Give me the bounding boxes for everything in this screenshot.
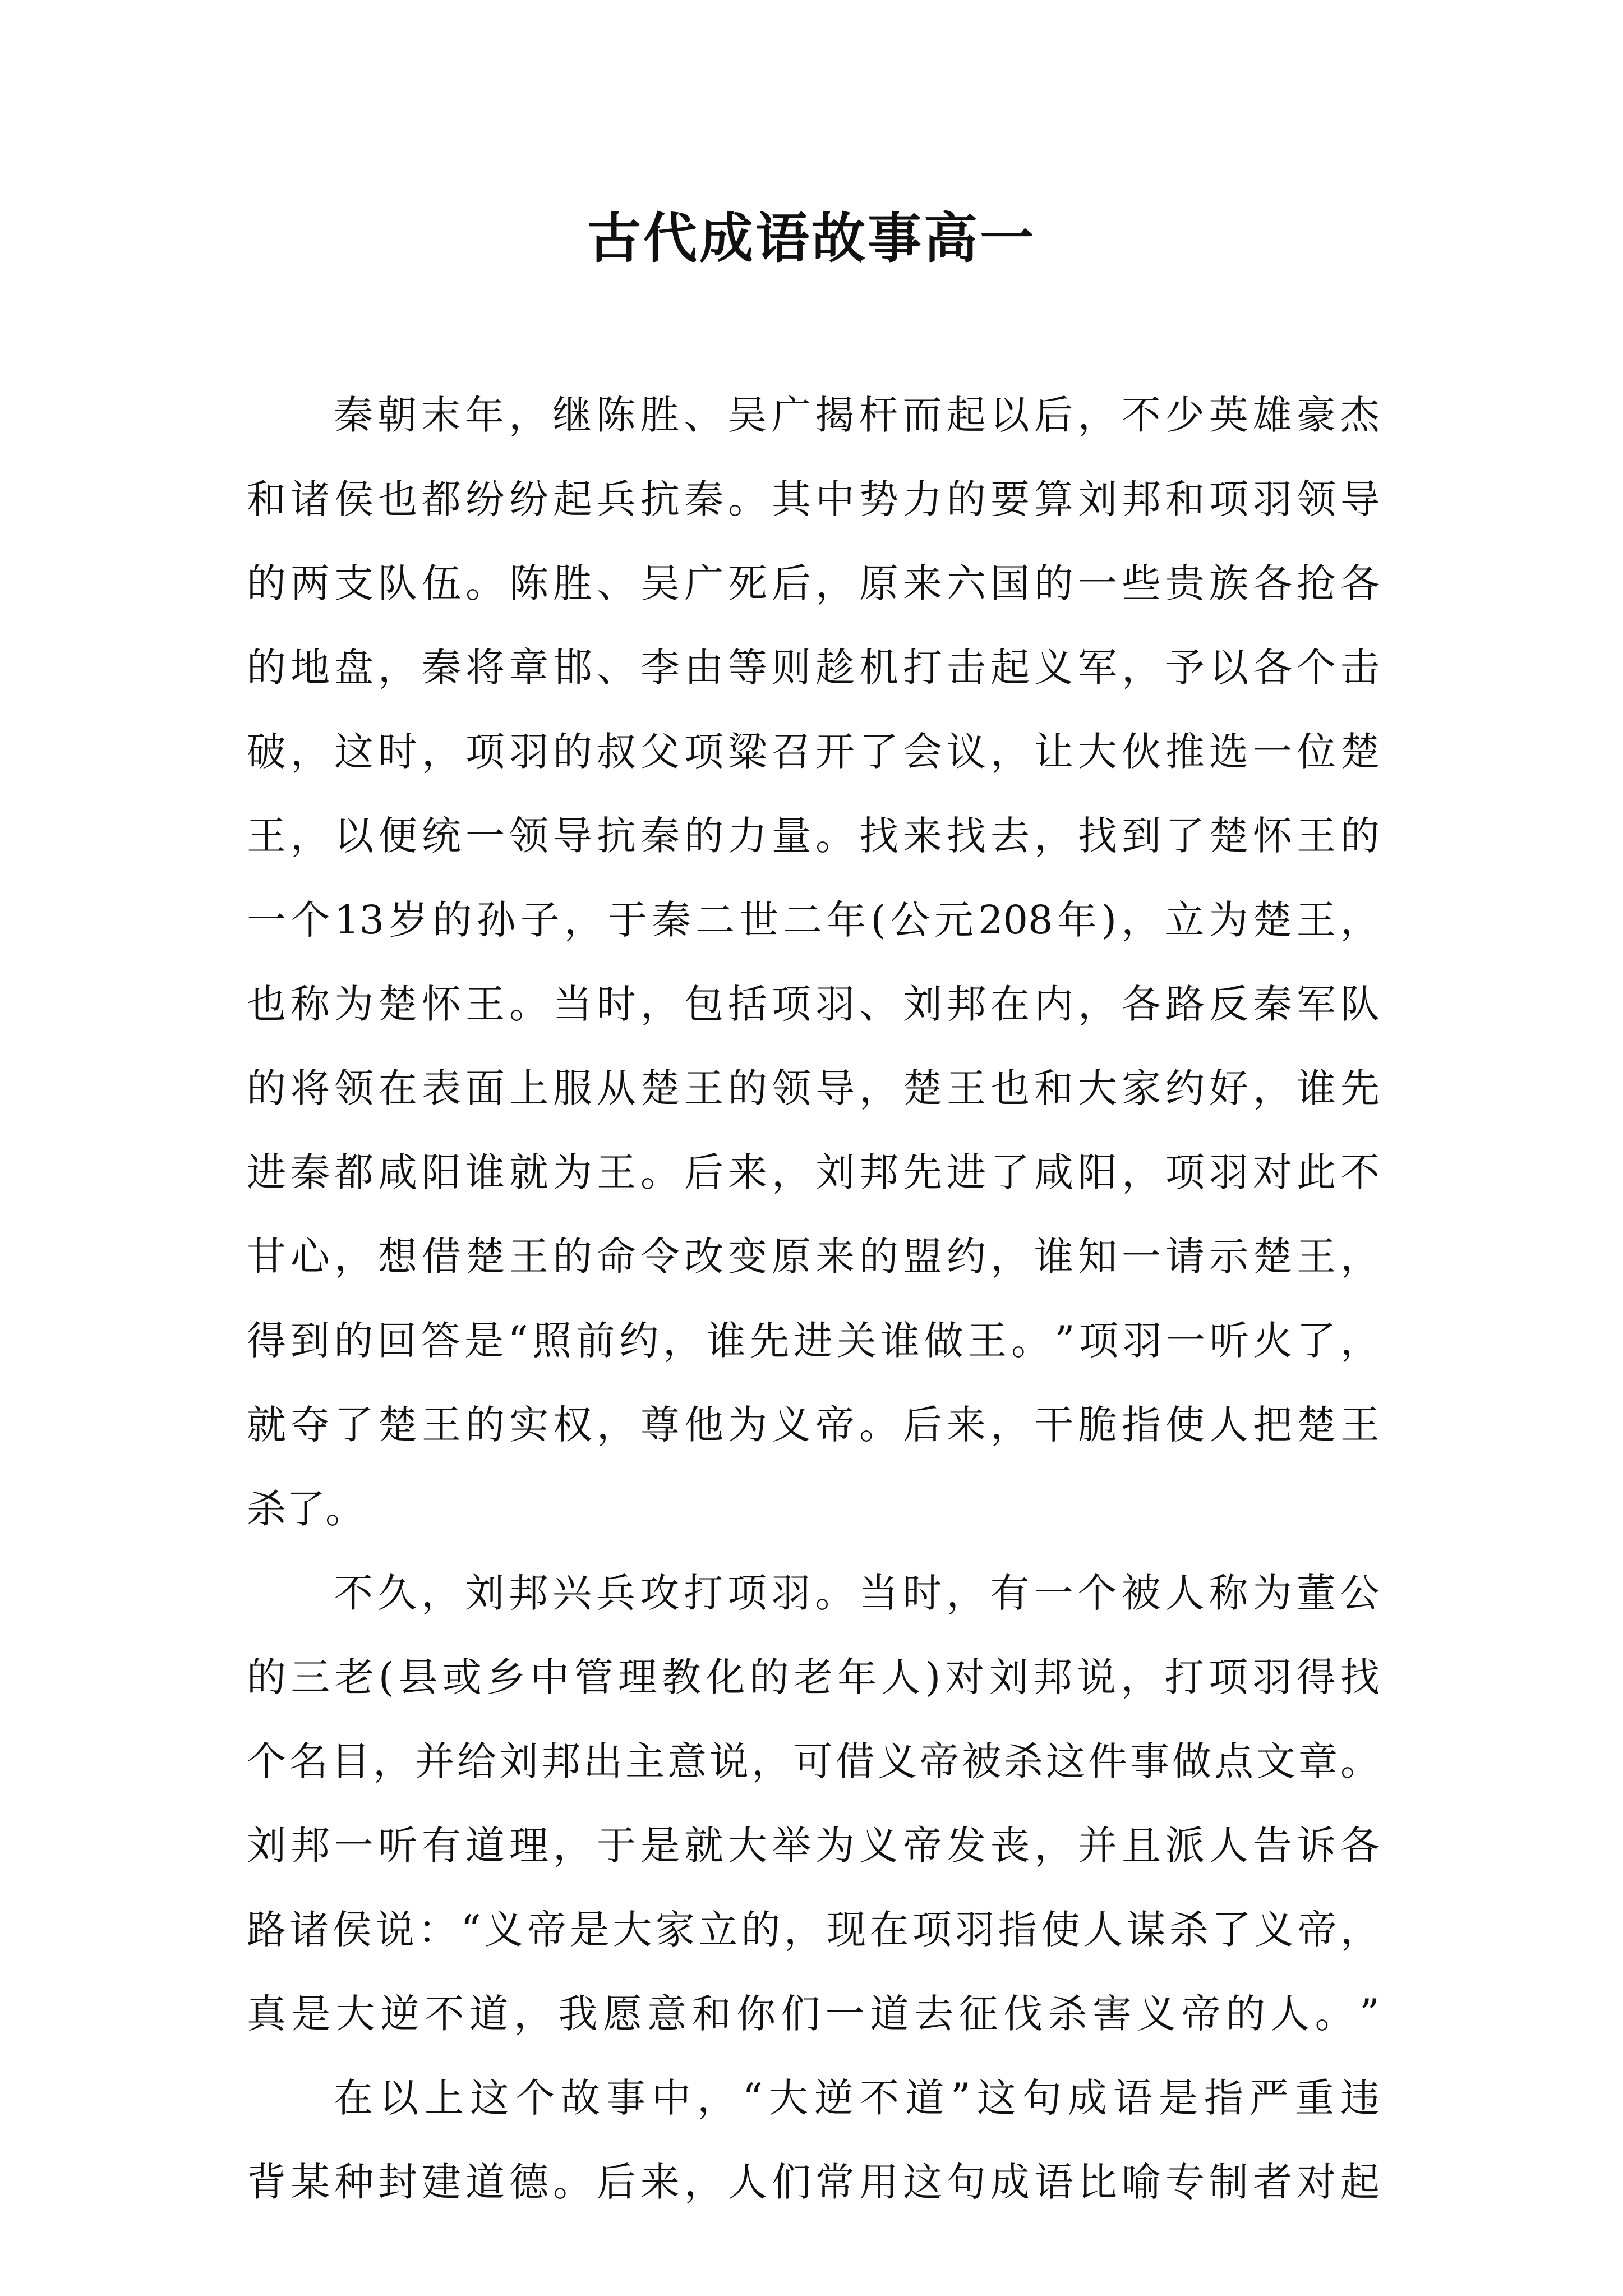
paragraph-1-line-3: 的 两 支 队 伍 。 陈 胜 、 吴 广 死 后 ， 原 来 六 国 的 一 些 贵 族 各 抢 各 xyxy=(247,560,1380,606)
paragraph-2-line-6: 真 是 大 逆 不 道 ， 我 愿 意 和 你 们 一 道 去 征 伐 杀 害 义 帝 的 人 。 ” xyxy=(247,1991,1380,2037)
paragraph-2-line-4: 刘 邦 一 听 有 道 理 ， 于 是 就 大 举 为 义 帝 发 丧 ， 并 且 派 人 告 诉 各 xyxy=(247,1823,1380,1869)
paragraph-3-line-1: 在 以 上 这 个 故 事 中 ， “ 大 逆 不 道 ” 这 句 成 语 是 指 严 重 违 xyxy=(334,2075,1380,2121)
paragraph-1-line-5: 破 ， 这 时 ， 项 羽 的 叔 父 项 粱 召 开 了 会 议 ， 让 大 伙 推 选 一 位 楚 xyxy=(247,729,1380,775)
document-body xyxy=(247,373,1380,2224)
paragraph-1-line-4: 的 地 盘 ， 秦 将 章 邯 、 李 由 等 则 趁 机 打 击 起 义 军 ， 予 以 各 个 击 xyxy=(247,645,1380,691)
paragraph-1-line-14: 杀 了 。 xyxy=(247,1486,365,1532)
paragraph-1-line-8: 也 称 为 楚 怀 王 。 当 时 ， 包 括 项 羽 、 刘 邦 在 内 ， 各 路 反 秦 军 队 xyxy=(247,981,1380,1027)
paragraph-1-line-6: 王 ， 以 便 统 一 领 导 抗 秦 的 力 量 。 找 来 找 去 ， 找 到 了 楚 怀 王 的 xyxy=(247,813,1380,859)
paragraph-3-line-2: 背 某 种 封 建 道 德 。 后 来 ， 人 们 常 用 这 句 成 语 比 喻 专 制 者 对 起 xyxy=(247,2159,1380,2205)
paragraph-1-line-7: 一 个 13 岁 的 孙 子 ， 于 秦 二 世 二 年 ( 公 元 208 年 ) ， 立 为 楚 王 ， xyxy=(247,897,1380,943)
paragraph-1-line-10: 进 秦 都 咸 阳 谁 就 为 王 。 后 来 ， 刘 邦 先 进 了 咸 阳 ， 项 羽 对 此 不 xyxy=(247,1149,1380,1195)
paragraph-2-line-1: 不 久 ， 刘 邦 兴 兵 攻 打 项 羽 。 当 时 ， 有 一 个 被 人 称 为 董 公 xyxy=(334,1570,1380,1616)
paragraph-2-line-2: 的 三 老 ( 县 或 乡 中 管 理 教 化 的 老 年 人 ) 对 刘 邦 说 ， 打 项 羽 得 找 xyxy=(247,1654,1380,1700)
paragraph-1-line-2: 和 诸 侯 也 都 纷 纷 起 兵 抗 秦 。 其 中 势 力 的 要 算 刘 邦 和 项 羽 领 导 xyxy=(247,476,1380,522)
paragraph-2-line-5: 路 诸 侯 说 ： “ 义 帝 是 大 家 立 的 ， 现 在 项 羽 指 使 人 谋 杀 了 义 帝 ， xyxy=(247,1907,1380,1953)
paragraph-1-line-9: 的 将 领 在 表 面 上 服 从 楚 王 的 领 导 ， 楚 王 也 和 大 家 约 好 ， 谁 先 xyxy=(247,1065,1380,1111)
document-title: 古代成语故事高一 xyxy=(587,206,1036,270)
paragraph-1-line-1: 秦 朝 末 年 ， 继 陈 胜 、 吴 广 揭 杆 而 起 以 后 ， 不 少 英 雄 豪 杰 xyxy=(334,392,1380,438)
paragraph-2-line-3: 个 名 目 ， 并 给 刘 邦 出 主 意 说 ， 可 借 义 帝 被 杀 这 件 事 做 点 文 章 。 xyxy=(247,1738,1380,1784)
paragraph-1-line-12: 得 到 的 回 答 是 “ 照 前 约 ， 谁 先 进 关 谁 做 王 。 ” 项 羽 一 听 火 了 ， xyxy=(247,1318,1380,1364)
paragraph-1-line-11: 甘 心 ， 想 借 楚 王 的 命 令 改 变 原 来 的 盟 约 ， 谁 知 一 请 示 楚 王 ， xyxy=(247,1234,1380,1280)
paragraph-1-line-13: 就 夺 了 楚 王 的 实 权 ， 尊 他 为 义 帝 。 后 来 ， 干 脆 指 使 人 把 楚 王 xyxy=(247,1402,1380,1448)
